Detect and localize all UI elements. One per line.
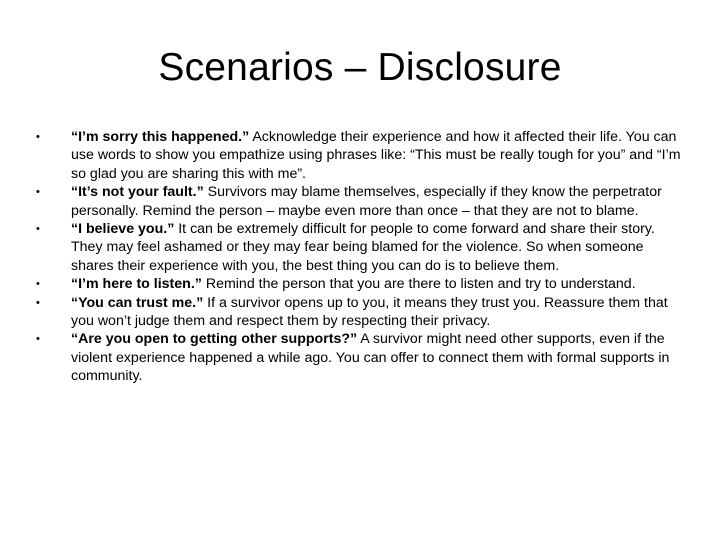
bullet-text: Acknowledge their experience and how it affected their life. You can use words to show you empathize using phrases like: “This must be really tough for you” and “I’m so glad you are sharing this with me”. bbox=[71, 129, 681, 182]
bullet-item-trust-me bbox=[36, 294, 686, 331]
slide-title: Scenarios – Disclosure bbox=[158, 46, 562, 89]
bullet-item-other-supports bbox=[36, 330, 686, 385]
bullet-lead: “It’s not your fault.” bbox=[71, 184, 204, 201]
bullet-text: A survivor might need other supports, even if the violent experience happened a while ago. You can offer to connect them with formal supports in community. bbox=[71, 331, 670, 385]
bullet-dot-icon: • bbox=[36, 278, 40, 291]
bullet-lead: “I’m sorry this happened.” bbox=[71, 129, 250, 145]
bullet-lead: “You can trust me.” bbox=[71, 294, 204, 311]
bullet-dot-icon: • bbox=[36, 186, 40, 199]
bullet-dot-icon: • bbox=[36, 296, 40, 309]
bullet-text: Survivors may blame themselves, especially if they know the perpetrator personally. Remind the person – maybe even more than once – that they are not to blame. bbox=[71, 184, 662, 219]
bullet-text: Remind the person that you are there to listen and try to understand. bbox=[201, 276, 636, 293]
bullet-list bbox=[36, 128, 686, 386]
bullet-text: If a survivor opens up to you, it means they trust you. Reassure them that you won’t judge them and respect them by respecting their privacy. bbox=[71, 294, 668, 330]
bullet-lead: “I believe you.” bbox=[71, 221, 175, 238]
bullet-dot-icon: • bbox=[36, 223, 40, 236]
bullet-lead: “Are you open to getting other supports?” bbox=[71, 331, 358, 348]
bullet-text: It can be extremely difficult for people to come forward and share their story. They may feel ashamed or they may fear being blamed for the violence. So when someone shares their experience with you, the best thing you can do is to believe them. bbox=[71, 221, 655, 274]
bullet-item-here-to-listen bbox=[36, 275, 686, 293]
bullet-item-believe-you bbox=[36, 220, 686, 275]
bullet-lead: “I’m here to listen.” bbox=[71, 276, 202, 293]
bullet-dot-icon: • bbox=[36, 131, 40, 143]
bullet-dot-icon: • bbox=[36, 333, 40, 346]
bullet-item-sorry bbox=[36, 128, 686, 183]
bullet-item-not-your-fault bbox=[36, 183, 686, 220]
